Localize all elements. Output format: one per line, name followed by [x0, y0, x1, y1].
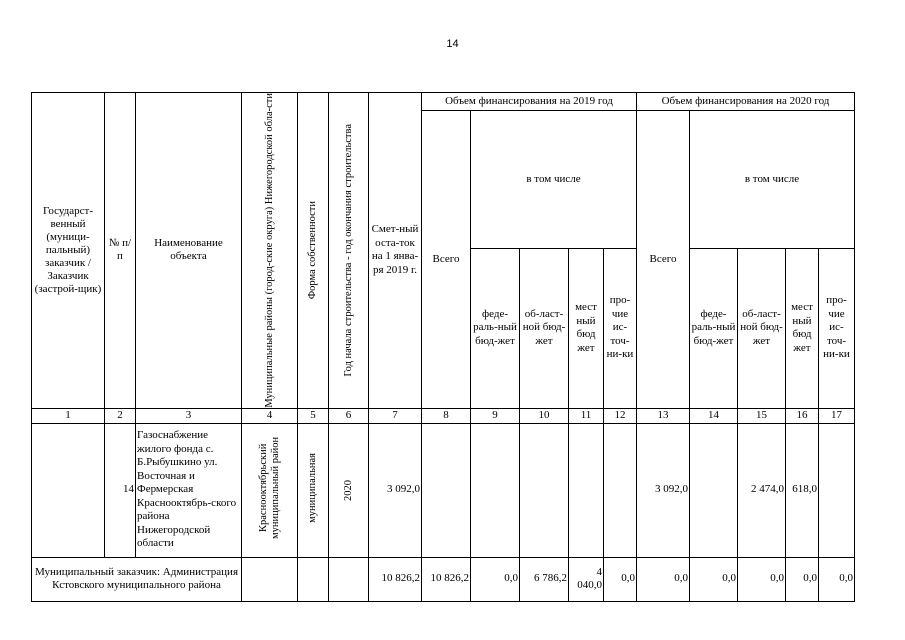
header-other-2020: про-чие ис-точ-ни-ки: [819, 248, 855, 408]
column-number: 15: [738, 408, 786, 423]
header-number: № п/п: [105, 93, 136, 409]
row-number: 14: [105, 423, 136, 557]
header-districts-text: Муниципальные районы (город-ские округа) Нижегородской обла-сти: [263, 93, 275, 408]
row-federal-2020: [690, 423, 738, 557]
summary-row: [32, 557, 855, 601]
header-fin-2020: Объем финансирования на 2020 год: [637, 93, 855, 111]
column-number: 4: [242, 408, 298, 423]
column-number: 2: [105, 408, 136, 423]
row-district: [242, 423, 298, 557]
row-years: [329, 423, 369, 557]
column-number: 11: [569, 408, 604, 423]
row-customer: [32, 423, 105, 557]
row-federal-2019: [471, 423, 520, 557]
summary-regional-2019: 6 786,2: [520, 557, 569, 601]
column-number: 5: [298, 408, 329, 423]
header-federal-2019: феде-раль-ный бюд-жет: [471, 248, 520, 408]
summary-empty: [242, 557, 298, 601]
row-regional-2020: 2 474,0: [738, 423, 786, 557]
financing-table: [31, 92, 855, 602]
row-estimate: 3 092,0: [369, 423, 422, 557]
header-years: [329, 93, 369, 409]
summary-federal-2020: 0,0: [690, 557, 738, 601]
summary-federal-2019: 0,0: [471, 557, 520, 601]
row-local-2019: [569, 423, 604, 557]
column-number: 16: [786, 408, 819, 423]
column-number: 1: [32, 408, 105, 423]
header-estimate: Смет-ный оста-ток на 1 янва-ря 2019 г.: [369, 93, 422, 409]
summary-total-2020: 0,0: [637, 557, 690, 601]
header-fin-2019: Объем финансирования на 2019 год: [422, 93, 637, 111]
column-number: 9: [471, 408, 520, 423]
summary-empty: [298, 557, 329, 601]
row-years-text: 2020: [342, 479, 354, 501]
header-federal-2020: феде-раль-ный бюд-жет: [690, 248, 738, 408]
row-object-name: Газоснабжение жилого фонда с. Б.Рыбушкино ул. Восточная и Фермерская Краснооктябрь-ского района Нижегородской области: [136, 423, 242, 557]
header-including-2020: в том числе: [690, 111, 855, 249]
row-local-2020: 618,0: [786, 423, 819, 557]
column-number: 8: [422, 408, 471, 423]
column-numbers-row: [32, 408, 855, 423]
row-other-2020: [819, 423, 855, 557]
table-row: [32, 423, 855, 557]
summary-empty: [329, 557, 369, 601]
summary-local-2019: 4 040,0: [569, 557, 604, 601]
row-district-text: Краснооктябрьский муниципальный район: [257, 436, 281, 539]
summary-regional-2020: 0,0: [738, 557, 786, 601]
header-local-2019: мест ный бюд жет: [569, 248, 604, 408]
header-other-2019: про-чие ис-точ-ни-ки: [604, 248, 637, 408]
summary-label: Муниципальный заказчик: Администрация Кстовского муниципального района: [32, 557, 242, 601]
page-number: 14: [446, 38, 459, 50]
column-number: 13: [637, 408, 690, 423]
header-local-2020: мест ный бюд жет: [786, 248, 819, 408]
row-regional-2019: [520, 423, 569, 557]
header-regional-2020: об-ласт-ной бюд-жет: [738, 248, 786, 408]
row-other-2019: [604, 423, 637, 557]
header-including-2019: в том числе: [471, 111, 637, 249]
column-number: 12: [604, 408, 637, 423]
header-total-2020: Всего: [637, 111, 690, 409]
header-object-name: Наименование объекта: [136, 93, 242, 409]
header-customer: Государст-венный (муници-пальный) заказчик / Заказчик (застрой-щик): [32, 93, 105, 409]
row-total-2020: 3 092,0: [637, 423, 690, 557]
summary-estimate: 10 826,2: [369, 557, 422, 601]
column-number: 3: [136, 408, 242, 423]
summary-local-2020: 0,0: [786, 557, 819, 601]
column-number: 14: [690, 408, 738, 423]
row-ownership-text: муниципальная: [307, 452, 318, 523]
summary-other-2020: 0,0: [819, 557, 855, 601]
header-total-2019: Всего: [422, 111, 471, 409]
column-number: 6: [329, 408, 369, 423]
header-ownership: [298, 93, 329, 409]
header-regional-2019: об-ласт-ной бюд-жет: [520, 248, 569, 408]
row-total-2019: [422, 423, 471, 557]
column-number: 10: [520, 408, 569, 423]
header-years-text: Год начала строительства - год окончания строительства: [342, 124, 354, 377]
header-ownership-text: Форма собственности: [307, 201, 318, 300]
column-number: 17: [819, 408, 855, 423]
column-number: 7: [369, 408, 422, 423]
header-districts: [242, 93, 298, 409]
summary-total-2019: 10 826,2: [422, 557, 471, 601]
row-ownership: [298, 423, 329, 557]
summary-other-2019: 0,0: [604, 557, 637, 601]
